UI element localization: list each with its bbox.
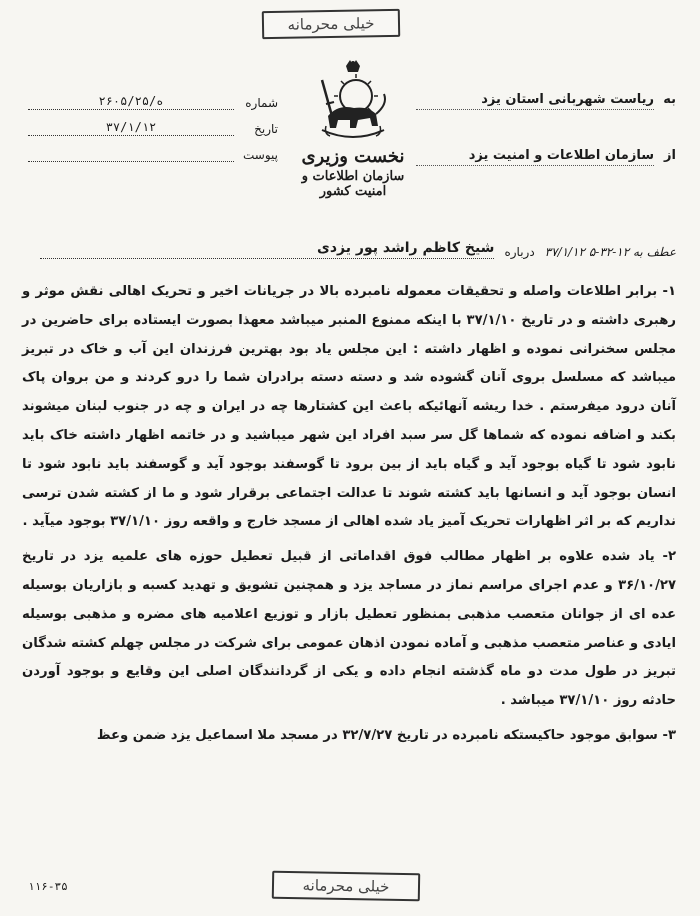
classification-stamp-top: خیلی محرمانه	[262, 9, 400, 39]
classification-stamp-bottom: خیلی محرمانه	[272, 871, 420, 902]
sender-value: سازمان اطلاعات و امنیت یزد	[416, 148, 654, 166]
letterhead-emblem	[298, 60, 408, 199]
subject-line	[40, 240, 676, 259]
organization-subtitle: سازمان اطلاعات و امنیت کشور	[301, 169, 405, 199]
subject-value: شیخ کاظم راشد پور یزدی	[40, 240, 494, 259]
date-value: ۳۷/۱/۱۲	[28, 120, 234, 136]
subject-reference-note: عطف به ۱۲-۳۲-۵ ۳۷/۱/۱۲	[544, 245, 676, 259]
sender-label: از	[664, 148, 676, 163]
attachment-row	[28, 136, 278, 162]
recipient-value: ریاست شهربانی استان یزد	[416, 92, 654, 110]
attachment-label: پیوست	[243, 148, 278, 162]
recipient-line	[416, 92, 676, 110]
number-value: ۲۶۰۵/۲۵/ه	[28, 94, 234, 110]
page-number: ۱۱۶-۳۵	[28, 880, 68, 893]
lion-and-sun-emblem-icon	[308, 60, 398, 142]
body-paragraph-3: ۳- سوابق موجود حاکیستکه نامبرده در تاریخ ۳۲/۷/۲۷ در مسجد ملا اسماعیل یزد ضمن وعظ	[96, 727, 676, 743]
body-paragraph-2: ۲- یاد شده علاوه بر اظهار مطالب فوق اقداماتی از قبیل تعطیل حوزه های علمیه یزد در تاریخ ۳۶/۱۰/۲۷ و عدم اجرای مراسم نماز در مساجد یزد و همچنین تشویق و تهدید کسبه و بازاریان بوسیله عده ای از جوانان متعصب مذهبی بمنظور تعطیل بازار و توزیع اعلامیه های مضره و مذهبی بوسیله ایادی و عناصر متعصب مذهبی و آماده نمودن اذهان عمومی برای شرکت در مجلس چهلم کشته شدگان تبریز در طول مدت دو ماه گذشته انجام داده و یکی از گردانندگان اصلی این وقایع و بوجود آوردن حادثه روز ۳۷/۱/۱۰ میباشد .	[22, 549, 676, 709]
document-meta	[28, 84, 278, 162]
date-label: تاریخ	[254, 122, 278, 136]
letter-body	[22, 278, 676, 757]
sender-line	[416, 148, 676, 166]
number-row	[28, 84, 278, 110]
organization-name: نخست وزیری	[301, 146, 405, 167]
date-row	[28, 110, 278, 136]
body-paragraph-1: ۱- برابر اطلاعات واصله و تحقیقات معموله نامبرده بالا در جریانات اخیر و تحریک اهالی نقش موثر و رهبری داشته و در تاریخ ۳۷/۱/۱۰ با اینکه ممنوع المنبر میباشد معهذا بصورت ایستاده برای حاضرین در مجلس سخنرانی نموده و اظهار داشته : این مجلس یاد بود بهترین فرزندان این آب و خاک در تبریز میباشد که مسلسل بروی آنان گشوده شد و دسته دسته برادران شما را درو کردند و من بروان پاک آنان درود میفرستم . خدا ریشه آنهائیکه باعث این کشتارها چه در ایران و چه در جنوب لبنان میشوند بکند و اضافه نموده که شماها گل سر سبد افراد این شهر میباشید و در خاتمه اظهار داشته خاک باید نابود شود تا گیاه بوجود آید و گیاه باید از بین برود تا گوسفند بوجود آید و گوسفند باید نابود شود تا انسان بوجود آید و انسانها باید کشته شوند تا عدالت اجتماعی برقرار شود و ما از کشته شدن ترسی نداریم که بر اثر اظهارات تحریک آمیز یاد شده اهالی از مسجد خارج و واقعه روز ۳۷/۱/۱۰ بوجود میآید .	[22, 284, 676, 530]
recipient-label: به	[663, 92, 676, 107]
subject-label: درباره	[504, 245, 535, 259]
attachment-value	[28, 160, 234, 162]
number-label: شماره	[245, 96, 278, 110]
